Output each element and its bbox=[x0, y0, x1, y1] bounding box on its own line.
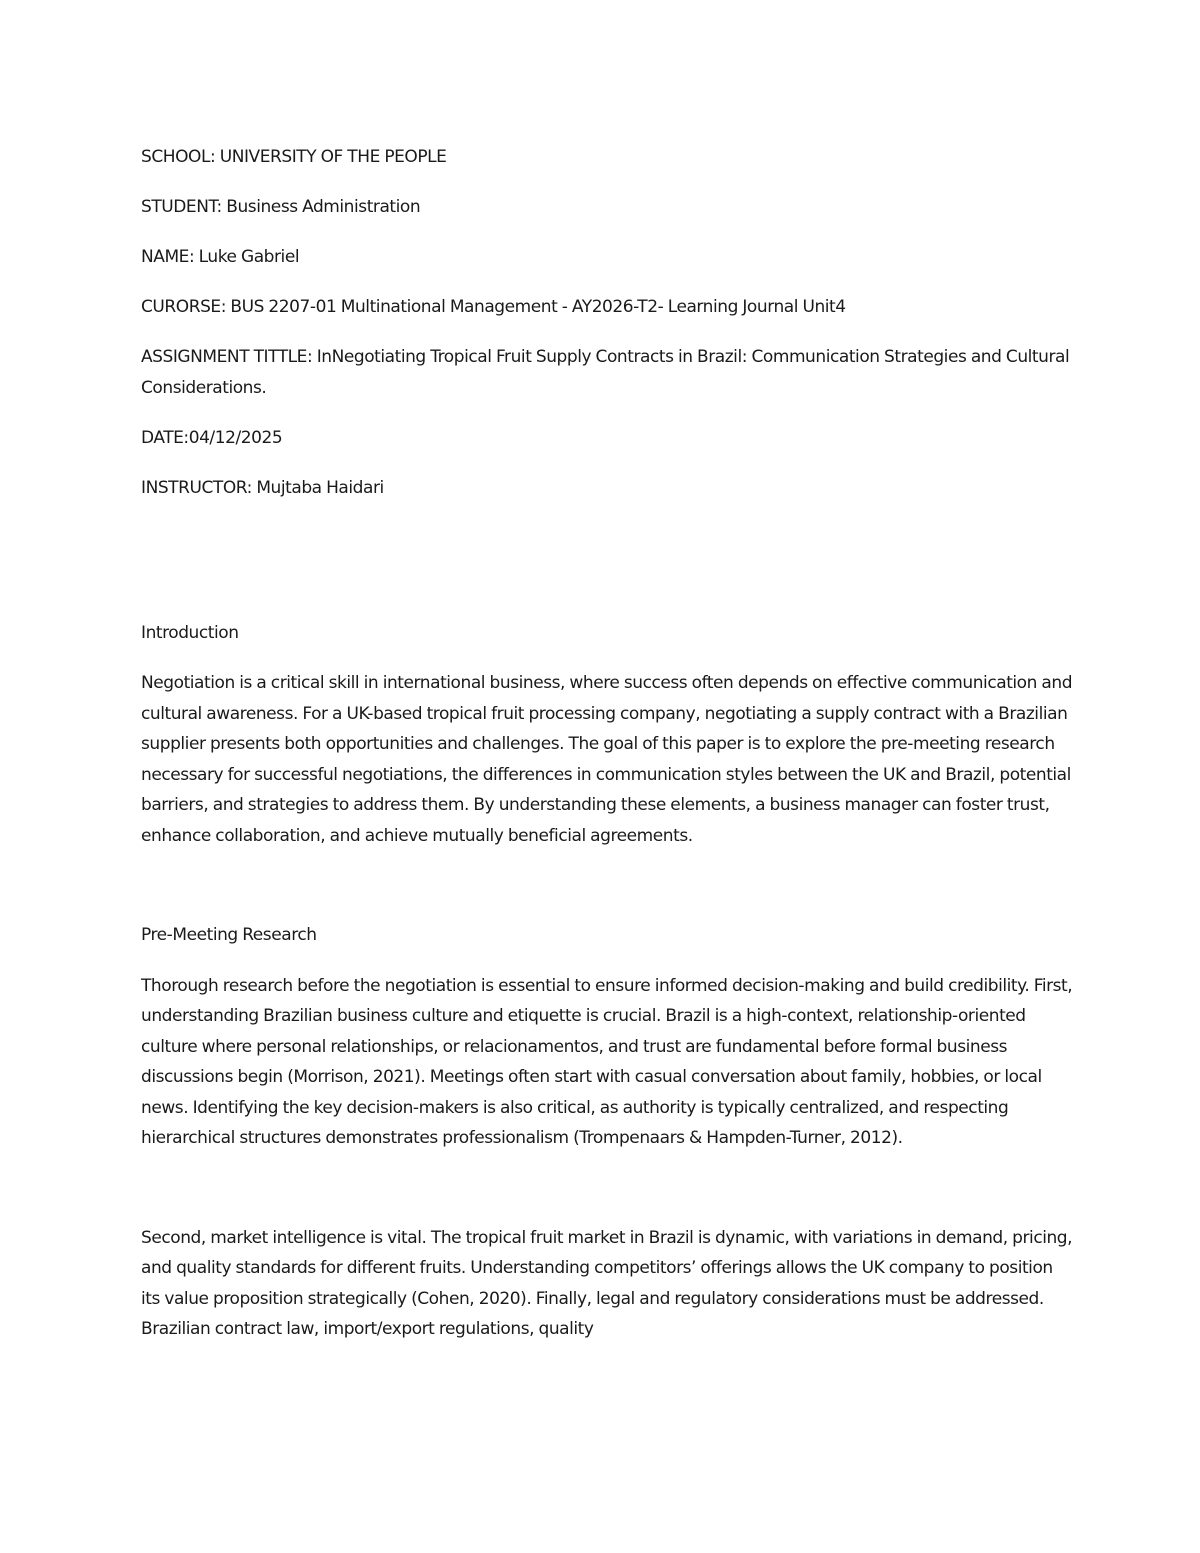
instructor-line: INSTRUCTOR: Mujtaba Haidari bbox=[141, 477, 384, 498]
name-line: NAME: Luke Gabriel bbox=[141, 247, 300, 267]
course-line: CURORSE: BUS 2207-01 Multinational Management - AY2026-T2- Learning Journal Unit4 bbox=[141, 297, 846, 317]
school-line: SCHOOL: UNIVERSITY OF THE PEOPLE bbox=[141, 147, 447, 167]
document-page bbox=[141, 142, 1076, 1345]
pre-meeting-heading: Pre-Meeting Research bbox=[141, 925, 317, 945]
spacer bbox=[141, 1154, 1076, 1223]
spacer bbox=[141, 523, 1076, 618]
assignment-title-line: ASSIGNMENT TITTLE: InNegotiating Tropical Fruit Supply Contracts in Brazil: Communication Strategies and Cultural Considerations. bbox=[141, 347, 1070, 398]
pre-meeting-paragraph-1: Thorough research before the negotiation is essential to ensure informed decision-making and build credibility. First, understanding Brazilian business culture and etiquette is crucial. Brazil is a high-context, relationship-oriented culture where personal relationships, or relacionamentos, and trust are fundamental before formal business discussions begin (Morrison, 2021). Meetings often start with casual conversation about family, hobbies, or local news. Identifying the key decision-makers is also critical, as authority is typically centralized, and respecting hierarchical structures demonstrates professionalism (Trompenaars & Hampden-Turner, 2012). bbox=[141, 975, 1073, 1148]
student-line: STUDENT: Business Administration bbox=[141, 197, 421, 217]
pre-meeting-paragraph-2: Second, market intelligence is vital. The tropical fruit market in Brazil is dynamic, with variations in demand, pricing, and quality standards for different fruits. Understanding competitors’ offerings allows the UK company to position its value proposition strategically (Cohen, 2020). Finally, legal and regulatory considerations must be addressed. Brazilian contract law, import/export regulations, quality bbox=[141, 1227, 1073, 1339]
date-line: DATE:04/12/2025 bbox=[141, 427, 283, 448]
introduction-heading: Introduction bbox=[141, 622, 239, 643]
spacer bbox=[141, 851, 1076, 920]
introduction-paragraph: Negotiation is a critical skill in international business, where success often depends on effective communication and cultural awareness. For a UK-based tropical fruit processing company, negotiating a supply contract with a Brazilian supplier presents both opportunities and challenges. The goal of this paper is to explore the pre-meeting research necessary for successful negotiations, the differences in communication styles between the UK and Brazil, potential barriers, and strategies to address them. By understanding these elements, a business manager can foster trust, enhance collaboration, and achieve mutually beneficial agreements. bbox=[141, 673, 1073, 846]
